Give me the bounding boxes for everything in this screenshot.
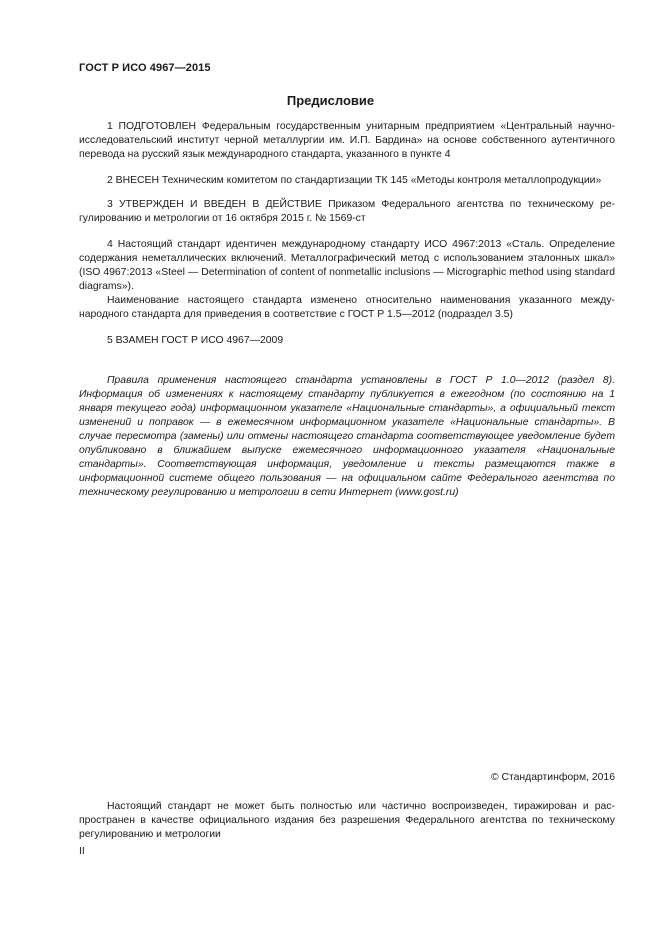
section-4-name-note: Наименование настоящего стандарта изменено относительно наименования указанного международного стандарта для приведения в соответствие с ГОСТ Р 1.5—2012 (подраздел 3.5) — [79, 295, 615, 320]
rules-notice: Правила применения настоящего стандарта установлены в ГОСТ Р 1.0—2012 (раздел 8). Информация об изменениях к настоящему стандарту публикуется в ежегодном (по состоянию на 1 января текущего года) информационном указателе «Национальные стандарты», а официальный текст изменений и поправок — в ежемесячном информационном указателе «Национальные стандарты». В случае пересмотра (замены) или отмены настоящего стандарта соответствующее уведомление будет опубликовано в ближайшем выпуске ежемесячного информационного указателя «Национальные стандарты». Соответствующая информация, уведомление и тексты размещаются также в информационной системе общего пользования — на официальном сайте Федерального агентства по техническому регулированию и метрологии в сети Интернет (www.gost.ru) — [79, 375, 615, 498]
section-3-approved: 3 УТВЕРЖДЕН И ВВЕДЕН В ДЕЙСТВИЕ Приказом Федерального агентства по техническому регулированию и метрологии от 16 октября 2015 г. № 1569-ст — [79, 199, 615, 224]
section-4-identical: 4 Настоящий стандарт идентичен международному стандарту ИСО 4967:2013 «Сталь. Определение содержания неметаллических включений. Металлографический метод с использованием эталонных шкал» (ISO 4967:2013 «Steel — Determination of content of nonmetallic inclusions — Micrographic method using standard diagrams»). — [79, 239, 615, 292]
reproduction-notice: Настоящий стандарт не может быть полностью или частично воспроизведен, тиражирован и распространен в качестве официального издания без разрешения Федерального агентства по техническому регулированию и метрологии — [79, 801, 615, 840]
section-2-introduced: 2 ВНЕСЕН Техническим комитетом по стандартизации ТК 145 «Методы контроля металлопродукции» — [107, 175, 602, 186]
page-number: II — [79, 846, 85, 857]
document-header: ГОСТ Р ИСО 4967—2015 — [79, 62, 211, 74]
page-title: Предисловие — [286, 93, 375, 108]
section-5-replaces: 5 ВЗАМЕН ГОСТ Р ИСО 4967—2009 — [107, 335, 284, 346]
copyright: © Стандартинформ, 2016 — [490, 772, 615, 783]
section-1-prepared: 1 ПОДГОТОВЛЕН Федеральным государственным унитарным предприятием «Центральный научно-исследовательский институт черной металлургии им. И.П. Бардина» на основе собственного аутентичного перевода на русский язык международного стандарта, указанного в пункте 4 — [79, 121, 615, 160]
